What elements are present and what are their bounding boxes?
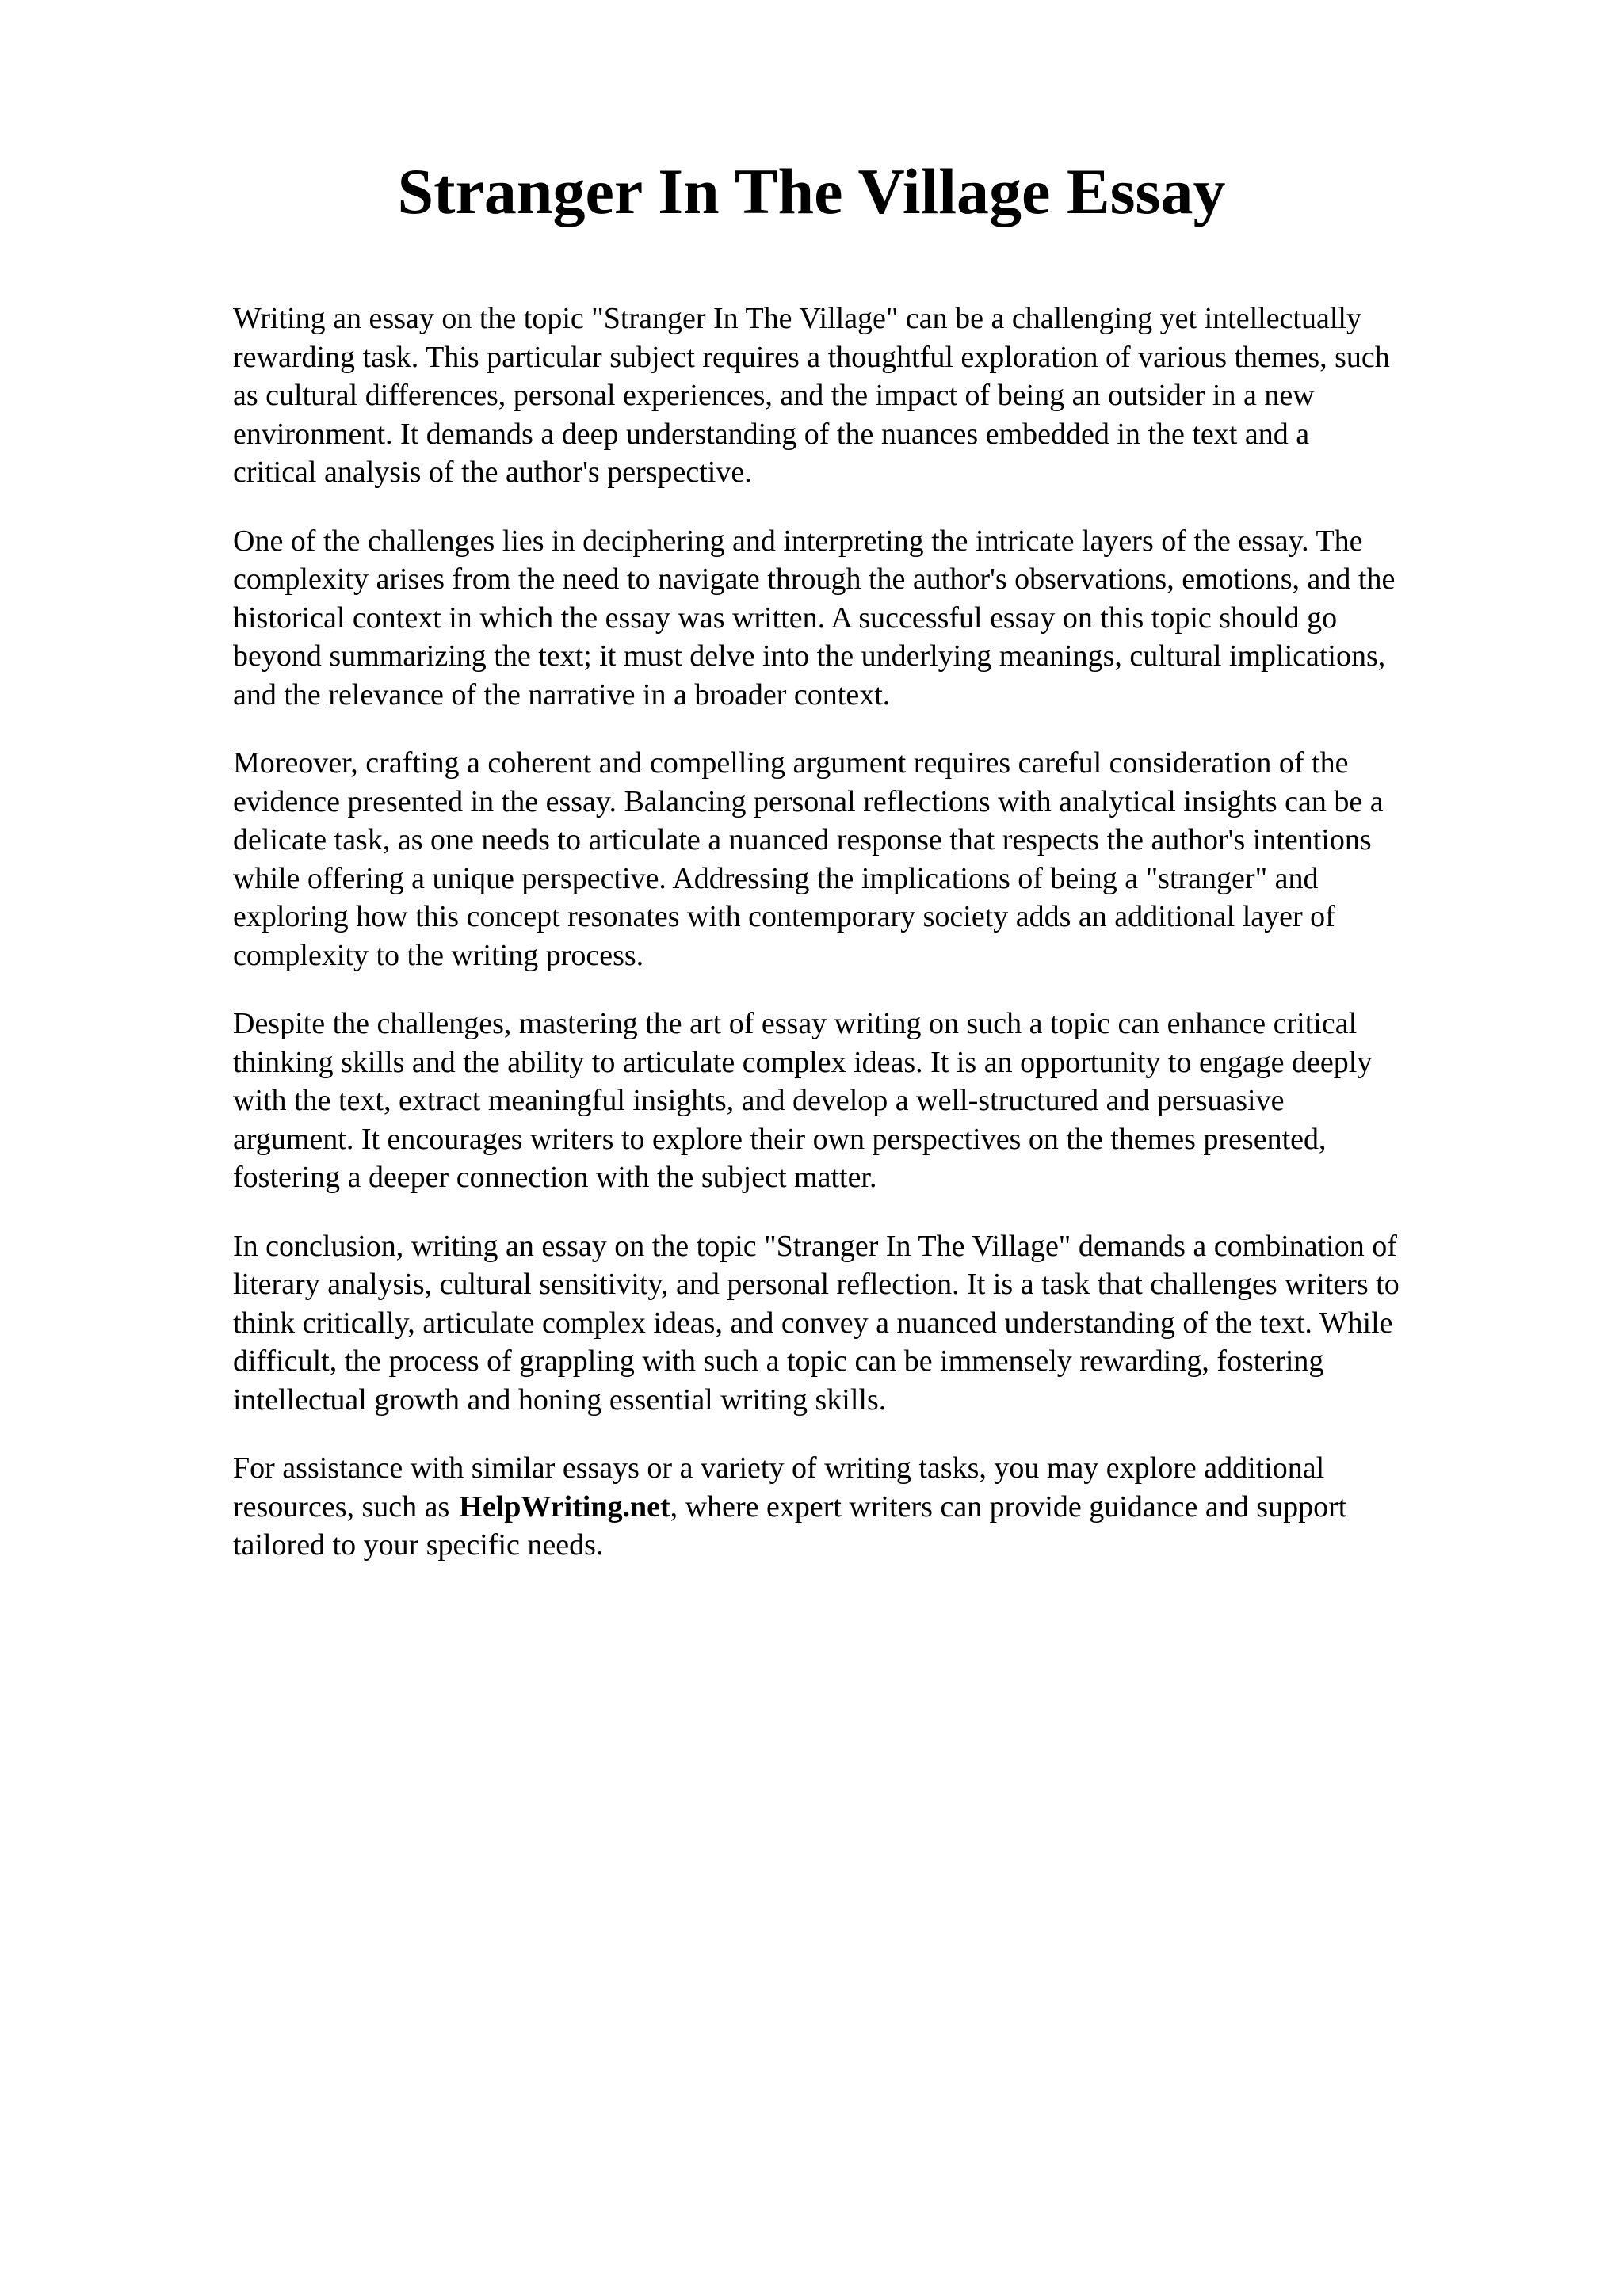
text-line: intellectual growth and honing essential writing skills. (233, 1383, 887, 1417)
text-line: literary analysis, cultural sensitivity, and personal reflection. It is a task that challenges writers to (233, 1268, 1400, 1301)
text-line: rewarding task. This particular subject requires a thoughtful exploration of various themes, such (233, 340, 1390, 374)
document-title: Stranger In The Village Essay (397, 155, 1226, 227)
text-line: For assistance with similar essays or a variety of writing tasks, you may explore additional (233, 1451, 1325, 1485)
paragraph-3 (233, 744, 1517, 974)
text-line: think critically, articulate complex ideas, and convey a nuanced understanding of the text. While (233, 1306, 1393, 1340)
text-line: Despite the challenges, mastering the art of essay writing on such a topic can enhance critical (233, 1007, 1358, 1040)
document-body (233, 299, 1517, 1595)
text-line: exploring how this concept resonates with contemporary society adds an additional layer of (233, 900, 1335, 933)
text-line: Moreover, crafting a coherent and compelling argument requires careful consideration of the (233, 746, 1349, 780)
text-line: Writing an essay on the topic "Stranger In The Village" can be a challenging yet intellectually (233, 302, 1361, 335)
text-line: and the relevance of the narrative in a broader context. (233, 677, 891, 711)
text-line: complexity to the writing process. (233, 938, 644, 972)
text-line: while offering a unique perspective. Addressing the implications of being a "stranger" and (233, 861, 1319, 895)
text-line: with the text, extract meaningful insights, and develop a well-structured and persuasive (233, 1084, 1285, 1117)
paragraph-closing (233, 1449, 1517, 1565)
text-line: difficult, the process of grappling with such a topic can be immensely rewarding, fostering (233, 1344, 1324, 1378)
closing-text-before-link: resources, such as (233, 1489, 450, 1524)
text-line: One of the challenges lies in deciphering and interpreting the intricate layers of the essay. The (233, 524, 1363, 558)
text-line: argument. It encourages writers to explore their own perspectives on the themes presented, (233, 1122, 1327, 1156)
paragraph-4 (233, 1005, 1517, 1197)
text-line: critical analysis of the author's perspective. (233, 456, 752, 489)
paragraph-1 (233, 299, 1517, 492)
text-line: as cultural differences, personal experiences, and the impact of being an outsider in a new (233, 379, 1315, 412)
text-line: environment. It demands a deep understanding of the nuances embedded in the text and a (233, 417, 1310, 451)
text-line: complexity arises from the need to navigate through the author's observations, emotions, and the (233, 563, 1396, 596)
closing-text-after-link: , where expert writers can provide guidance and support (670, 1489, 1347, 1524)
text-line: evidence presented in the essay. Balancing personal reflections with analytical insights can be a (233, 784, 1384, 818)
text-line: beyond summarizing the text; it must delve into the underlying meanings, cultural implications, (233, 639, 1386, 673)
paragraph-2 (233, 522, 1517, 715)
text-line: thinking skills and the ability to articulate complex ideas. It is an opportunity to engage deeply (233, 1045, 1373, 1079)
text-line-with-link (233, 1488, 1517, 1527)
text-line: In conclusion, writing an essay on the topic "Stranger In The Village" demands a combination of (233, 1229, 1397, 1263)
text-line: delicate task, as one needs to articulate a nuanced response that respects the author's intentions (233, 823, 1372, 856)
text-line: historical context in which the essay was written. A successful essay on this topic should go (233, 601, 1338, 635)
paragraph-5 (233, 1227, 1517, 1420)
helpwriting-link[interactable]: HelpWriting.net (459, 1489, 670, 1524)
text-line: fostering a deeper connection with the subject matter. (233, 1161, 877, 1194)
text-line: tailored to your specific needs. (233, 1528, 604, 1562)
